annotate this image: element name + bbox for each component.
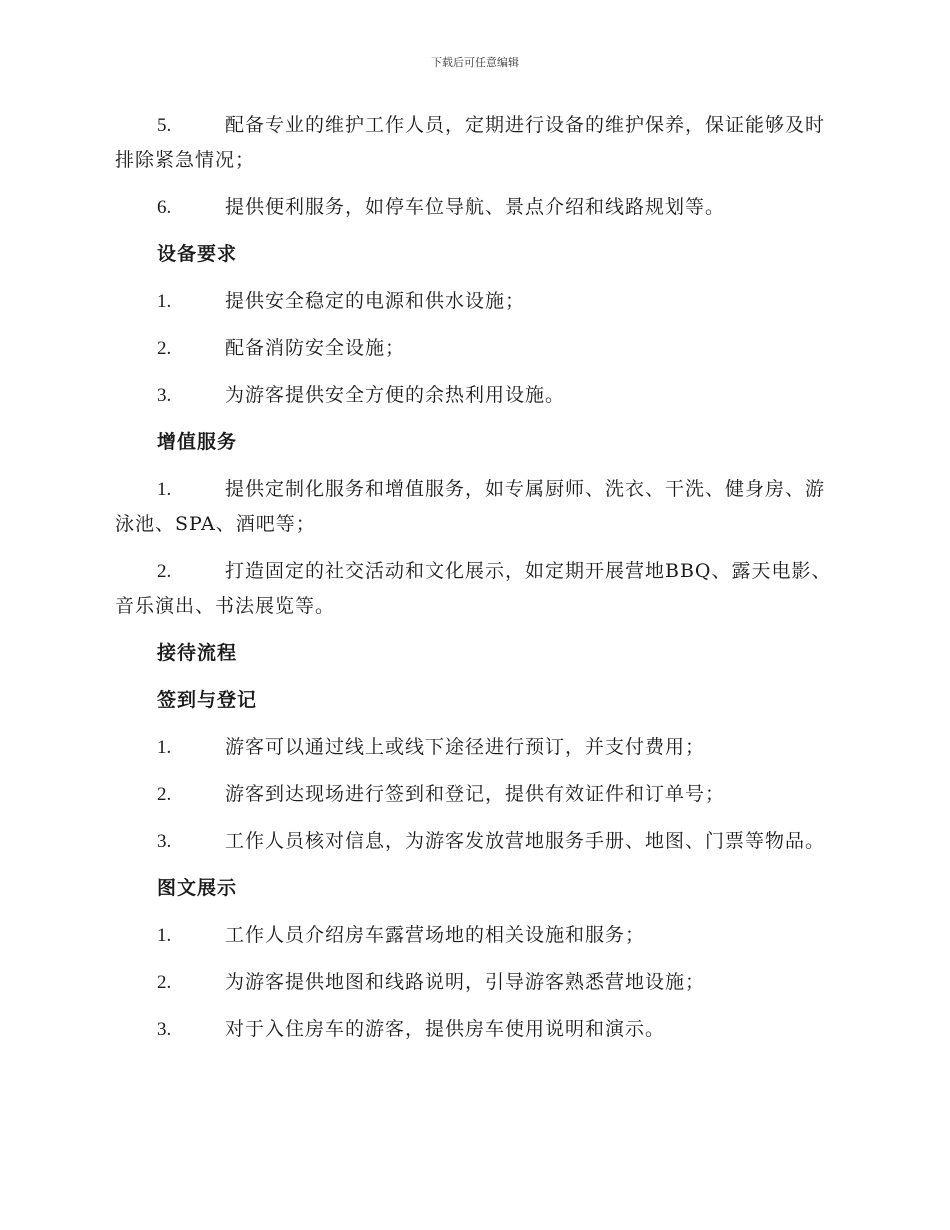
item-text: 为游客提供地图和线路说明，引导游客熟悉营地设施； (225, 971, 706, 993)
list-item (115, 918, 840, 953)
section-heading: 增值服务 (157, 431, 238, 453)
subsection-heading: 图文展示 (157, 877, 238, 899)
item-number: 6. (157, 197, 172, 218)
document-body (115, 108, 840, 1059)
item-text: 工作人员介绍房车露营场地的相关设施和服务； (225, 924, 646, 946)
item-number: 1. (157, 479, 172, 500)
item-number: 2. (157, 561, 172, 582)
item-text: 对于入住房车的游客，提供房车使用说明和演示。 (225, 1018, 666, 1040)
item-text: 游客到达现场进行签到和登记，提供有效证件和订单号； (225, 783, 726, 805)
list-item (115, 284, 840, 319)
list-item (115, 824, 840, 859)
section-heading: 接待流程 (157, 642, 238, 664)
item-number: 3. (157, 831, 172, 852)
page-header: 下载后可任意编辑 (431, 56, 519, 69)
item-text: 提供安全稳定的电源和供水设施； (225, 290, 526, 312)
section-heading: 设备要求 (157, 243, 238, 265)
item-text: 为游客提供安全方便的余热利用设施。 (225, 384, 566, 406)
item-number: 1. (157, 737, 172, 758)
item-number: 2. (157, 338, 172, 359)
item-text: 提供定制化服务和增值服务，如专属厨师、洗衣、干洗、健身房、游泳池、SPA、酒吧等； (115, 478, 826, 535)
list-item (115, 554, 840, 624)
list-item (115, 378, 840, 413)
item-text: 提供便利服务，如停车位导航、景点介绍和线路规划等。 (225, 196, 726, 218)
item-number: 3. (157, 1019, 172, 1040)
item-number: 1. (157, 291, 172, 312)
subsection-heading: 签到与登记 (157, 689, 258, 711)
list-item (115, 108, 840, 178)
list-item (115, 331, 840, 366)
list-item (115, 1012, 840, 1047)
item-text: 打造固定的社交活动和文化展示，如定期开展营地BBQ、露天电影、音乐演出、书法展览等。 (115, 560, 832, 617)
list-item (115, 730, 840, 765)
item-number: 1. (157, 925, 172, 946)
list-item (115, 777, 840, 812)
item-text: 工作人员核对信息，为游客发放营地服务手册、地图、门票等物品。 (225, 830, 826, 852)
item-text: 配备专业的维护工作人员，定期进行设备的维护保养，保证能够及时排除紧急情况； (115, 114, 826, 171)
list-item (115, 965, 840, 1000)
list-item (115, 472, 840, 542)
item-text: 游客可以通过线上或线下途径进行预订，并支付费用； (225, 736, 706, 758)
item-number: 5. (157, 115, 172, 136)
item-number: 2. (157, 972, 172, 993)
item-number: 3. (157, 385, 172, 406)
list-item (115, 190, 840, 225)
item-text: 配备消防安全设施； (225, 337, 406, 359)
item-number: 2. (157, 784, 172, 805)
